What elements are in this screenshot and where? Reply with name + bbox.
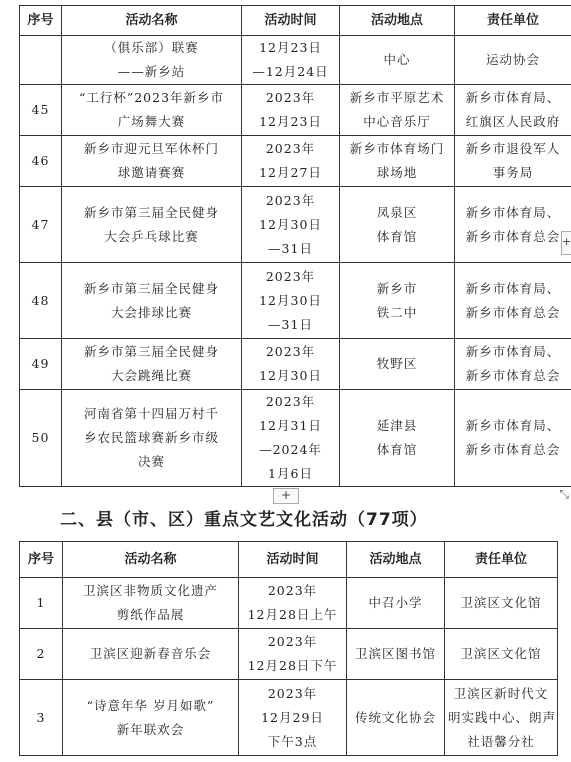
cell-line: 大会排球比赛 xyxy=(110,304,192,320)
header-time: 活动时间 xyxy=(239,542,347,578)
table-row xyxy=(20,187,571,263)
cell-no: 47 xyxy=(20,187,62,263)
cell-line: “工行杯”2023年新乡市 xyxy=(78,90,225,105)
cell-line: 中心音乐厅 xyxy=(363,114,431,129)
cell-line: 新乡市体育局、 xyxy=(465,418,561,433)
cell-line: 球邀请赛赛 xyxy=(117,165,186,180)
cell-line: 12月30日 xyxy=(259,216,322,232)
cell-line: 卫滨区文化馆 xyxy=(460,646,542,661)
cell-line: 明实践中心、朗声 xyxy=(448,709,557,725)
cell-no: 49 xyxy=(20,339,62,390)
cell-place xyxy=(347,578,445,629)
cell-line: 12月23日 xyxy=(259,40,322,55)
cell-unit xyxy=(455,390,571,487)
cell-line: 2023年 xyxy=(265,344,316,359)
cell-line: 牧野区 xyxy=(376,356,418,371)
cell-time xyxy=(242,136,340,187)
cell-line: 新乡市迎元旦军休杯门 xyxy=(83,141,219,156)
cell-line: 12月31日 xyxy=(259,418,322,433)
cell-name xyxy=(62,85,242,136)
cell-line: 卫滨区迎新春音乐会 xyxy=(89,646,212,661)
cell-line: 决赛 xyxy=(137,454,165,469)
cell-line: 传统文化协会 xyxy=(354,709,436,725)
cell-place xyxy=(340,36,455,85)
cell-line: 12月29日 xyxy=(261,709,324,725)
cell-place xyxy=(340,85,455,136)
header-no: 序号 xyxy=(20,542,63,578)
table-row xyxy=(20,263,571,339)
cell-line: 铁二中 xyxy=(376,304,418,320)
cell-line: 新乡市第三届全民健身 xyxy=(83,344,219,359)
cell-line: 2023年 xyxy=(265,90,316,105)
activity-table-2 xyxy=(19,541,558,756)
cell-line: 卫滨区非物质文化遗产 xyxy=(82,583,218,598)
cell-place xyxy=(340,263,455,339)
cell-line: 广场舞大赛 xyxy=(117,114,186,129)
cell-line: 卫滨区新时代文 xyxy=(453,685,549,701)
cell-line: 2023年 xyxy=(265,192,316,208)
activity-table-1 xyxy=(19,5,571,487)
cell-name xyxy=(62,36,242,85)
header-unit: 责任单位 xyxy=(455,6,571,36)
add-column-button[interactable]: + xyxy=(561,231,571,255)
cell-name xyxy=(62,263,242,339)
cell-time xyxy=(239,680,347,756)
add-row-button[interactable]: + xyxy=(273,488,299,504)
header-time: 活动时间 xyxy=(242,6,340,36)
cell-line: ——新乡站 xyxy=(117,64,186,79)
cell-unit xyxy=(455,263,571,339)
cell-name xyxy=(62,136,242,187)
cell-time xyxy=(242,36,340,85)
table-row xyxy=(20,36,571,85)
header-place: 活动地点 xyxy=(340,6,455,36)
cell-line: 12月30日 xyxy=(259,292,322,308)
cell-line: 红旗区人民政府 xyxy=(465,114,561,129)
cell-unit xyxy=(455,136,571,187)
header-name: 活动名称 xyxy=(62,6,242,36)
cell-line: “诗意年华 岁月如歌” xyxy=(86,697,215,713)
cell-time xyxy=(242,339,340,390)
cell-no: 1 xyxy=(20,578,63,629)
cell-line: 新乡市体育总会 xyxy=(465,442,561,457)
cell-time xyxy=(239,578,347,629)
resize-handle-icon[interactable]: ⤡ xyxy=(559,487,569,501)
table-row xyxy=(20,136,571,187)
cell-unit xyxy=(445,680,558,756)
cell-no: 2 xyxy=(20,629,63,680)
cell-no: 3 xyxy=(20,680,63,756)
cell-line: —12月24日 xyxy=(252,64,329,79)
cell-line: 新乡市体育总会 xyxy=(465,304,561,320)
cell-line: 2023年 xyxy=(265,268,316,284)
cell-line: 新乡市体育局、 xyxy=(465,90,561,105)
cell-line: 新乡市第三届全民健身 xyxy=(83,280,219,296)
table-row xyxy=(20,390,571,487)
cell-line: 1月6日 xyxy=(268,466,313,481)
cell-line: 卫滨区图书馆 xyxy=(354,646,436,661)
header-name: 活动名称 xyxy=(63,542,239,578)
table-row xyxy=(20,85,571,136)
cell-unit xyxy=(455,85,571,136)
table-row xyxy=(20,578,558,629)
cell-line: 新乡市体育局、 xyxy=(465,280,561,296)
cell-line: 2023年 xyxy=(265,394,316,409)
cell-line: 2023年 xyxy=(265,141,316,156)
cell-name xyxy=(62,339,242,390)
cell-line: 事务局 xyxy=(492,165,534,180)
cell-line: 新乡市体育总会 xyxy=(465,228,561,244)
table-row xyxy=(20,629,558,680)
cell-no: 48 xyxy=(20,263,62,339)
cell-line: 2023年 xyxy=(267,685,318,701)
cell-line: 社语馨分社 xyxy=(467,733,535,749)
cell-line: 12月28日上午 xyxy=(247,607,338,622)
table-header-row xyxy=(20,542,558,578)
cell-name xyxy=(63,578,239,629)
cell-place xyxy=(340,390,455,487)
cell-line: —31日 xyxy=(268,240,313,256)
cell-line: （俱乐部）联赛 xyxy=(104,40,199,55)
cell-name xyxy=(63,680,239,756)
table-row xyxy=(20,339,571,390)
cell-time xyxy=(242,263,340,339)
cell-line: 体育馆 xyxy=(376,442,418,457)
cell-line: 新乡市体育场门 xyxy=(349,141,445,156)
cell-line: 河南省第十四届万村千 xyxy=(83,406,219,421)
cell-time xyxy=(242,85,340,136)
cell-no xyxy=(20,36,62,85)
cell-line: 12月28日下午 xyxy=(247,658,338,673)
cell-line: 凤泉区 xyxy=(376,204,418,220)
cell-line: 新乡市体育局、 xyxy=(465,344,561,359)
cell-line: 中心 xyxy=(383,52,411,67)
cell-line: 延津县 xyxy=(376,418,418,433)
cell-no: 46 xyxy=(20,136,62,187)
header-place: 活动地点 xyxy=(347,542,445,578)
cell-line: 12月23日 xyxy=(259,114,322,129)
cell-line: 12月30日 xyxy=(259,368,322,383)
cell-line: 新乡市 xyxy=(376,280,418,296)
cell-line: 乡农民篮球赛新乡市级 xyxy=(83,430,219,445)
cell-line: 大会乒乓球比赛 xyxy=(104,228,199,244)
cell-line: 中召小学 xyxy=(368,595,423,610)
cell-line: 剪纸作品展 xyxy=(116,607,185,622)
cell-line: 体育馆 xyxy=(376,228,418,244)
cell-line: 新乡市平原艺术 xyxy=(349,90,445,105)
cell-line: 大会跳绳比赛 xyxy=(110,368,192,383)
cell-line: 2023年 xyxy=(267,634,318,649)
cell-line: 球场地 xyxy=(376,165,418,180)
section-title: 二、县（市、区）重点文艺文化活动（77项） xyxy=(60,510,428,530)
cell-line: 下午3点 xyxy=(267,733,318,749)
cell-place xyxy=(340,187,455,263)
cell-line: 新乡市退役军人 xyxy=(465,141,561,156)
cell-line: —31日 xyxy=(268,316,313,332)
cell-line: 运动协会 xyxy=(485,52,540,67)
cell-line: 新乡市第三届全民健身 xyxy=(83,204,219,220)
cell-place xyxy=(347,629,445,680)
cell-line: —2024年 xyxy=(259,442,322,457)
cell-unit xyxy=(445,578,558,629)
cell-place xyxy=(340,136,455,187)
header-unit: 责任单位 xyxy=(445,542,558,578)
cell-no: 45 xyxy=(20,85,62,136)
cell-no: 50 xyxy=(20,390,62,487)
cell-line: 新乡市体育局、 xyxy=(465,204,561,220)
cell-line: 新乡市体育总会 xyxy=(465,368,561,383)
cell-unit xyxy=(455,339,571,390)
cell-place xyxy=(347,680,445,756)
cell-line: 2023年 xyxy=(267,583,318,598)
cell-time xyxy=(242,390,340,487)
cell-unit xyxy=(455,36,571,85)
header-no: 序号 xyxy=(20,6,62,36)
table-header-row xyxy=(20,6,571,36)
cell-time xyxy=(242,187,340,263)
cell-unit xyxy=(445,629,558,680)
cell-name xyxy=(62,390,242,487)
cell-place xyxy=(340,339,455,390)
cell-name xyxy=(62,187,242,263)
cell-time xyxy=(239,629,347,680)
cell-name xyxy=(63,629,239,680)
table-row xyxy=(20,680,558,756)
cell-line: 12月27日 xyxy=(259,165,322,180)
cell-line: 新年联欢会 xyxy=(116,721,185,737)
cell-unit xyxy=(455,187,571,263)
cell-line: 卫滨区文化馆 xyxy=(460,595,542,610)
